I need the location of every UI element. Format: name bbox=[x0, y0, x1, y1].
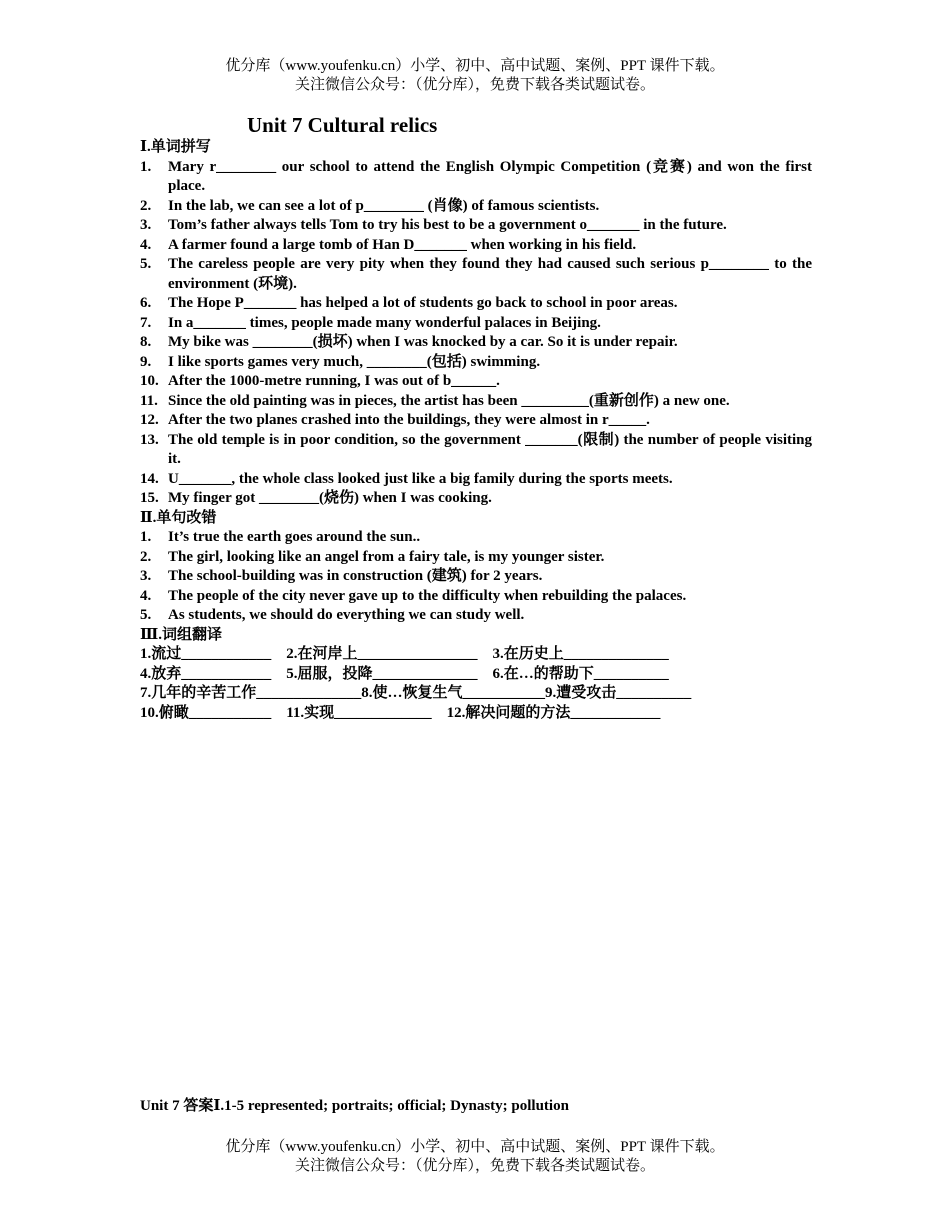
footer-line-1: 优分库（www.youfenku.cn）小学、初中、高中试题、案例、PPT 课件下载。 bbox=[225, 1139, 725, 1155]
question-item bbox=[140, 216, 812, 236]
question-text: It’s true the earth goes around the sun.. bbox=[168, 529, 421, 545]
question-number: 3. bbox=[140, 568, 152, 584]
question-text: I like sports games very much, ________(包括) swimming. bbox=[168, 353, 541, 370]
question-item bbox=[140, 236, 812, 256]
question-number: 11. bbox=[140, 392, 158, 409]
question-number: 6. bbox=[140, 295, 152, 311]
question-number: 9. bbox=[140, 353, 152, 370]
section-2-heading: Ⅱ.单句改错 bbox=[140, 509, 217, 526]
question-text: In a_______ times, people made many wonderful palaces in Beijing. bbox=[168, 314, 601, 331]
question-number: 4. bbox=[140, 236, 152, 253]
question-item bbox=[140, 528, 812, 548]
section-3-list bbox=[140, 645, 812, 723]
question-item bbox=[140, 606, 812, 626]
question-item bbox=[140, 353, 812, 373]
question-item bbox=[140, 392, 812, 412]
question-text: The girl, looking like an angel from a fairy tale, is my younger sister. bbox=[168, 548, 605, 565]
phrase-row: 7.几年的辛苦工作______________8.使…恢复生气___________9.遭受攻击__________ bbox=[140, 685, 692, 701]
question-text: As students, we should do everything we can study well. bbox=[168, 607, 525, 623]
question-item bbox=[140, 197, 812, 217]
question-text: The Hope P_______ has helped a lot of students go back to school in poor areas. bbox=[168, 295, 678, 311]
question-text: Since the old painting was in pieces, the artist has been _________(重新创作) a new one. bbox=[168, 392, 730, 409]
section-1-heading: Ⅰ.单词拼写 bbox=[140, 139, 211, 155]
phrase-row: 1.流过____________ 2.在河岸上________________ 3.在历史上______________ bbox=[140, 646, 669, 662]
question-text: The old temple is in poor condition, so the government _______(限制) the number of people visiting it. bbox=[168, 431, 812, 467]
question-text: My bike was ________(损坏) when I was knocked by a car. So it is under repair. bbox=[168, 334, 678, 350]
question-number: 10. bbox=[140, 373, 159, 389]
question-text: After the two planes crashed into the buildings, they were almost in r_____. bbox=[168, 412, 650, 428]
footer-line-2: 关注微信公众号：（优分库），免费下载各类试题试卷。 bbox=[294, 1158, 655, 1174]
question-item bbox=[140, 333, 812, 353]
question-text: U_______, the whole class looked just like a big family during the sports meets. bbox=[168, 470, 673, 487]
page-footer bbox=[0, 1138, 950, 1176]
question-item bbox=[140, 314, 812, 334]
section-1-list bbox=[140, 158, 812, 509]
question-text: Mary r________ our school to attend the English Olympic Competition (竞赛) and won the first place. bbox=[168, 158, 812, 194]
question-item bbox=[140, 431, 812, 470]
header-line-1: 优分库（www.youfenku.cn）小学、初中、高中试题、案例、PPT 课件下载。 bbox=[225, 58, 725, 74]
question-number: 12. bbox=[140, 412, 159, 428]
question-number: 5. bbox=[140, 256, 152, 272]
question-number: 14. bbox=[140, 470, 159, 487]
question-number: 5. bbox=[140, 607, 152, 623]
question-item bbox=[140, 548, 812, 568]
question-item bbox=[140, 372, 812, 392]
question-item bbox=[140, 255, 812, 294]
question-item bbox=[140, 567, 812, 587]
question-text: The people of the city never gave up to the difficulty when rebuilding the palaces. bbox=[168, 587, 687, 604]
question-number: 7. bbox=[140, 314, 152, 331]
question-number: 13. bbox=[140, 431, 159, 448]
question-number: 15. bbox=[140, 490, 159, 506]
header-line-2: 关注微信公众号：（优分库），免费下载各类试题试卷。 bbox=[294, 77, 655, 93]
page-header bbox=[0, 57, 950, 95]
answer-key: Unit 7 答案Ⅰ.1-5 represented; portraits; official; Dynasty; pollution bbox=[140, 1098, 569, 1114]
page-title: Unit 7 Cultural relics bbox=[247, 113, 438, 137]
question-item bbox=[140, 470, 812, 490]
question-item bbox=[140, 158, 812, 197]
question-item bbox=[140, 411, 812, 431]
question-text: After the 1000-metre running, I was out of b______. bbox=[168, 373, 500, 389]
phrase-row: 4.放弃____________ 5.屈服，投降______________ 6.在…的帮助下__________ bbox=[140, 665, 669, 682]
question-text: Tom’s father always tells Tom to try his best to be a government o_______ in the future. bbox=[168, 217, 727, 233]
question-number: 2. bbox=[140, 548, 152, 565]
question-text: The careless people are very pity when they found they had caused such serious p________ to the environment (环境). bbox=[168, 256, 812, 292]
question-number: 2. bbox=[140, 197, 152, 214]
question-item bbox=[140, 489, 812, 509]
question-item bbox=[140, 587, 812, 607]
question-number: 1. bbox=[140, 158, 152, 175]
question-number: 4. bbox=[140, 587, 152, 604]
section-2-list bbox=[140, 528, 812, 626]
question-number: 8. bbox=[140, 334, 152, 350]
question-text: In the lab, we can see a lot of p________ (肖像) of famous scientists. bbox=[168, 197, 600, 214]
exercise-content bbox=[140, 138, 812, 723]
phrase-row: 10.俯瞰___________ 11.实现_____________ 12.解决问题的方法____________ bbox=[140, 704, 661, 721]
question-item bbox=[140, 294, 812, 314]
question-number: 1. bbox=[140, 529, 152, 545]
question-text: My finger got ________(烧伤) when I was cooking. bbox=[168, 490, 492, 506]
question-number: 3. bbox=[140, 217, 152, 233]
question-text: The school-building was in construction (建筑) for 2 years. bbox=[168, 568, 543, 584]
section-3-heading: Ⅲ.词组翻译 bbox=[140, 626, 223, 643]
question-text: A farmer found a large tomb of Han D_______ when working in his field. bbox=[168, 236, 637, 253]
